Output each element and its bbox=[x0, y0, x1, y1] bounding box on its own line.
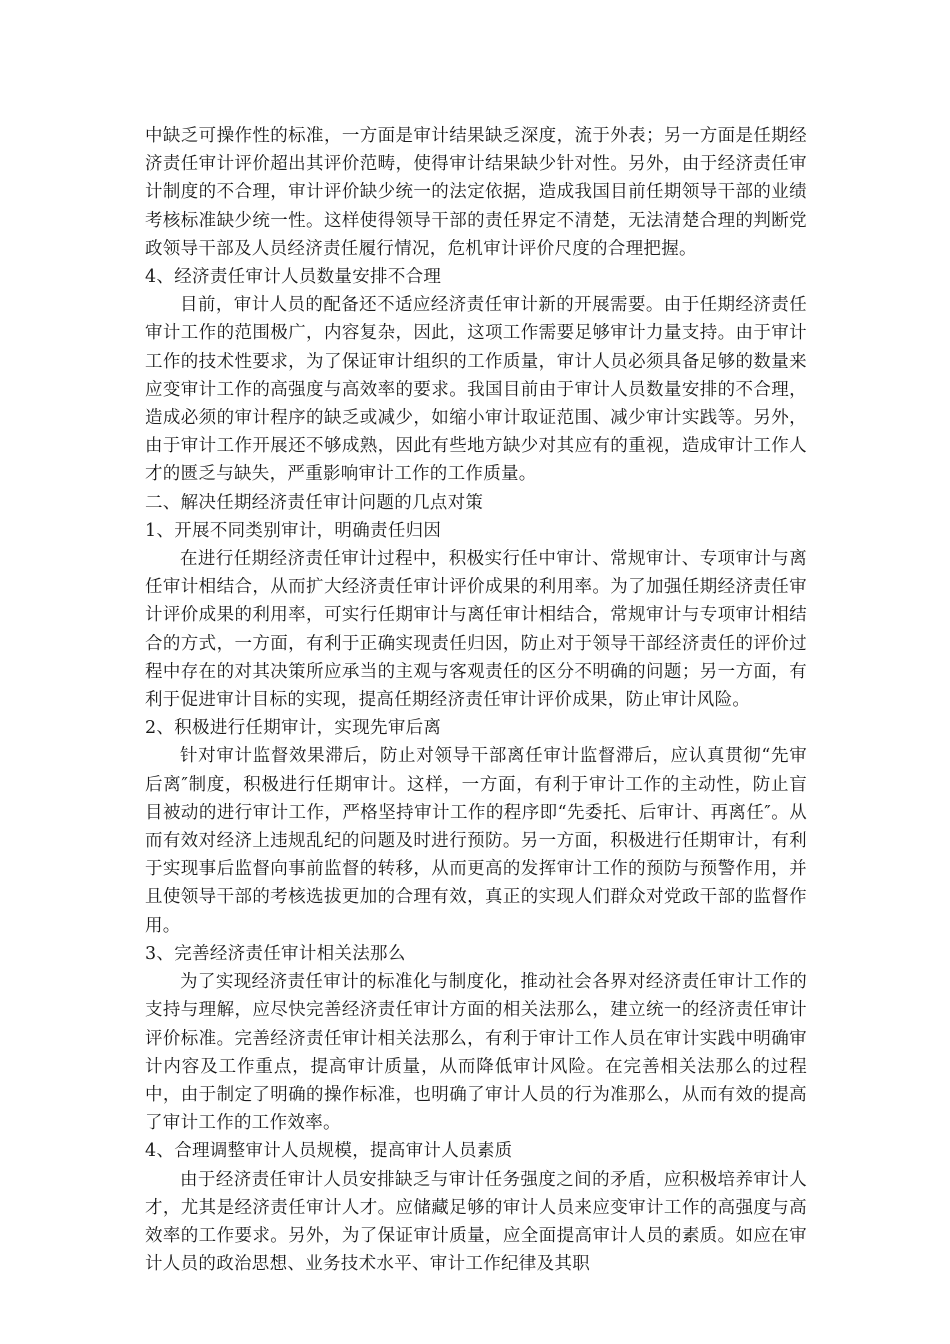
chapter-heading-countermeasures: 二、解决任期经济责任审计问题的几点对策 bbox=[145, 492, 484, 513]
section-heading-personnel: 4、合理调整审计人员规模，提高审计人员素质 bbox=[145, 1141, 513, 1162]
paragraph-audit-types: 在进行任期经济责任审计过程中，积极实行任中审计、常规审计、专项审计与离任审计相结合，从而扩大经济责任审计评价成果的利用率。为了加强任期经济责任审计评价成果的利用率，可实行任期审计与离任审计相结合，常规审计与专项审计相结合的方式，一方面，有利于正确实现责任归因，防止对于领导干部经济责任的评价过程中存在的对其决策所应承当的主观与客观责任的区分不明确的问题；另一方面，有利于促进审计目标的实现，提高任期经济责任审计评价成果，防止审计风险。 bbox=[145, 549, 807, 711]
section-heading-staffing: 4、经济责任审计人员数量安排不合理 bbox=[145, 267, 442, 288]
paragraph-regulations: 为了实现经济责任审计的标准化与制度化，推动社会各界对经济责任审计工作的支持与理解，应尽快完善经济责任审计方面的相关法那么，建立统一的经济责任审计评价标准。完善经济责任审计相关法那么，有利于审计工作人员在审计实践中明确审计内容及工作重点，提高审计质量，从而降低审计风险。在完善相关法那么的过程中，由于制定了明确的操作标准，也明确了审计人员的行为准那么，从而有效的提高了审计工作的工作效率。 bbox=[145, 972, 807, 1134]
section-heading-term-audit: 2、积极进行任期审计，实现先审后离 bbox=[145, 718, 442, 739]
document-body bbox=[145, 122, 807, 1278]
section-heading-audit-types: 1、开展不同类别审计，明确责任归因 bbox=[145, 520, 442, 541]
paragraph-staffing: 目前，审计人员的配备还不适应经济责任审计新的开展需要。由于任期经济责任审计工作的范围极广，内容复杂，因此，这项工作需要足够审计力量支持。由于审计工作的技术性要求，为了保证审计组织的工作质量，审计人员必须具备足够的数量来应变审计工作的高强度与高效率的要求。我国目前由于审计人员数量安排的不合理，造成必须的审计程序的缺乏或减少，如缩小审计取证范围、减少审计实践等。另外，由于审计工作开展还不够成熟，因此有些地方缺少对其应有的重视，造成审计工作人才的匮乏与缺失，严重影响审计工作的工作质量。 bbox=[145, 295, 807, 485]
section-heading-regulations: 3、完善经济责任审计相关法那么 bbox=[145, 943, 406, 964]
paragraph-term-audit: 针对审计监督效果滞后，防止对领导干部离任审计监督滞后，应认真贯彻“先审后离″制度，积极进行任期审计。这样，一方面，有利于审计工作的主动性，防止盲目被动的进行审计工作，严格坚持审计工作的程序即“先委托、后审计、再离任″。从而有效对经济上违规乱纪的问题及时进行预防。另一方面，积极进行任期审计，有利于实现事后监督向事前监督的转移，从而更高的发挥审计工作的预防与预警作用，并且使领导干部的考核选拔更加的合理有效，真正的实现人们群众对党政干部的监督作用。 bbox=[145, 746, 807, 936]
paragraph-personnel: 由于经济责任审计人员安排缺乏与审计任务强度之间的矛盾，应积极培养审计人才，尤其是经济责任审计人才。应储藏足够的审计人员来应变审计工作的高强度与高效率的工作要求。另外，为了保证审计质量，应全面提高审计人员的素质。如应在审计人员的政治思想、业务技术水平、审计工作纪律及其职 bbox=[145, 1169, 807, 1275]
paragraph-continued-intro: 中缺乏可操作性的标准，一方面是审计结果缺乏深度，流于外表；另一方面是任期经济责任审计评价超出其评价范畴，使得审计结果缺少针对性。另外，由于经济责任审计制度的不合理，审计评价缺少统一的法定依据，造成我国目前任期领导干部的业绩考核标准缺少统一性。这样使得领导干部的责任界定不清楚，无法清楚合理的判断党政领导干部及人员经济责任履行情况，危机审计评价尺度的合理把握。 bbox=[145, 126, 807, 259]
